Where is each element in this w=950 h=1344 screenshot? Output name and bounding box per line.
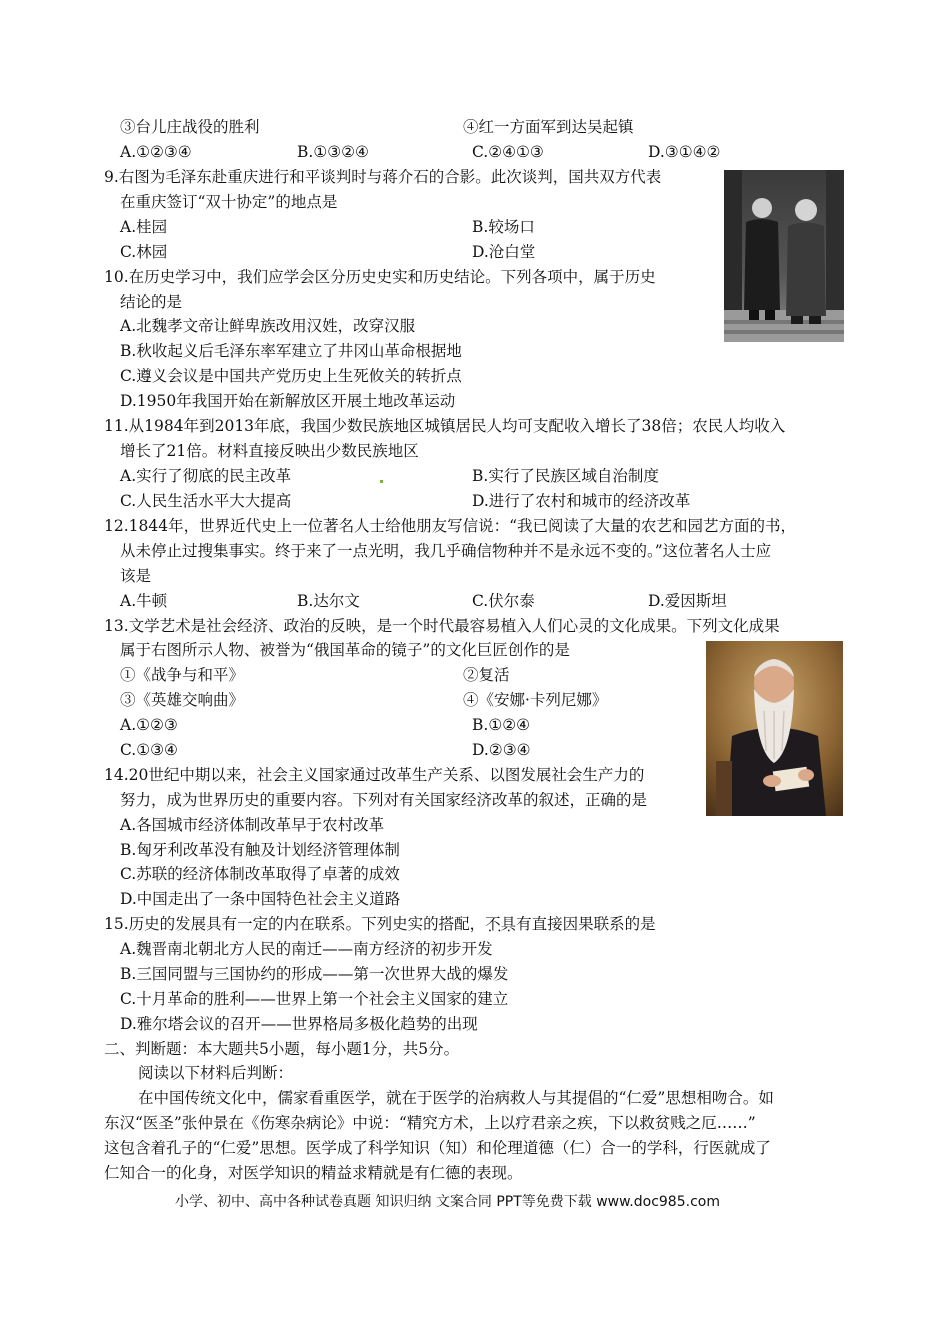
q12-stem-line3: 该是 [120, 567, 152, 585]
q11-option-d: D.进行了农村和城市的经济改革 [472, 492, 691, 510]
q13-item-4: ④《安娜·卡列尼娜》 [463, 691, 608, 709]
decorative-dot [380, 480, 383, 483]
passage-line-3: 这包含着孔子的“仁爱”思想。医学成了科学知识（知）和伦理道德（仁）合一的学科，行医就成了 [104, 1139, 771, 1157]
q15-stem-post: 直接因果联系的是 [531, 915, 656, 933]
section-2-heading: 二、判断题：本大题共5小题，每小题1分，共5分。 [104, 1040, 460, 1058]
q9-option-b: B.较场口 [472, 218, 535, 236]
q8-option-d: D.③①④② [648, 143, 721, 161]
q8-item-4: ④红一方面军到达吴起镇 [463, 118, 634, 136]
q8-option-c: C.②④①③ [472, 143, 544, 161]
q9-option-c: C.林园 [120, 243, 168, 261]
q12-option-d: D.爱因斯坦 [648, 592, 727, 610]
q13-item-1: ①《战争与和平》 [120, 666, 245, 684]
q13-stem-line1: 13.文学艺术是社会经济、政治的反映，是一个时代最容易植入人们心灵的文化成果。下列文化成果 [104, 617, 780, 635]
q14-option-b: B.匈牙利改革没有触及计划经济管理体制 [120, 841, 400, 859]
q15-option-b: B.三国同盟与三国协约的形成——第一次世界大战的爆发 [120, 965, 509, 983]
q13-option-c: C.①③④ [120, 741, 178, 759]
q10-option-c: C.遵义会议是中国共产党历史上生死攸关的转折点 [120, 367, 462, 385]
q10-option-a: A.北魏孝文帝让鲜卑族改用汉姓，改穿汉服 [120, 317, 416, 335]
q10-option-b: B.秋收起义后毛泽东率军建立了井冈山革命根据地 [120, 342, 462, 360]
q12-option-a: A.牛顿 [120, 592, 168, 610]
q13-option-a: A.①②③ [120, 716, 178, 734]
q13-option-b: B.①②④ [472, 716, 531, 734]
q8-item-3: ③台儿庄战役的胜利 [120, 118, 260, 136]
q12-option-b: B.达尔文 [297, 592, 360, 610]
q14-option-d: D.中国走出了一条中国特色社会主义道路 [120, 890, 401, 908]
q14-option-c: C.苏联的经济体制改革取得了卓著的成效 [120, 865, 400, 883]
q9-option-d: D.沧白堂 [472, 243, 536, 261]
q15-option-c: C.十月革命的胜利——世界上第一个社会主义国家的建立 [120, 990, 509, 1008]
q14-stem-line1: 14.20世纪中期以来，社会主义国家通过改革生产关系、以图发展社会生产力的 [104, 766, 645, 784]
q11-option-b: B.实行了民族区域自治制度 [472, 467, 659, 485]
q11-option-a: A.实行了彻底的民主改革 [120, 467, 292, 485]
q15-stem-pre: 15.历史的发展具有一定的内在联系。下列史实的搭配， [104, 915, 486, 933]
q9-stem-line2: 在重庆签订“双十协定”的地点是 [120, 193, 338, 211]
q9-stem-line1: 9.右图为毛泽东赴重庆进行和平谈判时与蒋介石的合影。此次谈判，国共双方代表 [104, 168, 662, 186]
q8-option-b: B.①③②④ [297, 143, 369, 161]
mao-chiang-photo [724, 170, 844, 342]
q8-option-a: A.①②③④ [120, 143, 192, 161]
q15-stem [104, 914, 656, 934]
q11-stem-line2: 增长了21倍。材料直接反映出少数民族地区 [120, 442, 419, 460]
q10-stem-line2: 结论的是 [120, 293, 183, 311]
q14-stem-line2: 努力，成为世界历史的重要内容。下列对有关国家经济改革的叙述，正确的是 [120, 791, 648, 809]
q14-option-a: A.各国城市经济体制改革早于农村改革 [120, 816, 385, 834]
footer-download-notice: 小学、初中、高中各种试卷真题 知识归纳 文案合同 PPT等免费下载 www.doc985.com [175, 1194, 720, 1210]
q15-option-d: D.雅尔塔会议的召开——世界格局多极化趋势的出现 [120, 1015, 478, 1033]
passage-line-4: 仁知合一的化身，对医学知识的精益求精就是有仁德的表现。 [104, 1164, 523, 1182]
q12-stem-line1: 12.1844年，世界近代史上一位著名人士给他朋友写信说：“我已阅读了大量的农艺和园艺方面的书， [104, 517, 797, 535]
passage-line-2: 东汉“医圣”张仲景在《伤寒杂病论》中说：“精究方术，上以疗君亲之疾，下以救贫贱之厄……” [104, 1114, 756, 1132]
q12-stem-line2: 从未停止过搜集事实。终于来了一点光明，我几乎确信物种并不是永远不变的。”这位著名人士应 [120, 542, 772, 560]
q12-option-c: C.伏尔泰 [472, 592, 535, 610]
tolstoy-portrait [706, 641, 843, 816]
passage-line-1: 在中国传统文化中，儒家看重医学，就在于医学的治病救人与其提倡的“仁爱”思想相吻合。如 [138, 1089, 774, 1107]
q13-stem-line2: 属于右图所示人物、被誉为“俄国革命的镜子”的文化巨匠创作的是 [120, 641, 570, 659]
q10-stem-line1: 10.在历史学习中，我们应学会区分历史史实和历史结论。下列各项中，属于历史 [104, 268, 656, 286]
q11-stem-line1: 11.从1984年到2013年底，我国少数民族地区城镇居民人均可支配收入增长了38倍；农民人均收入 [104, 417, 786, 435]
q15-stem-emphasis: 不具有 • • • [485, 915, 532, 933]
q11-option-c: C.人民生活水平大大提高 [120, 492, 292, 510]
q13-item-3: ③《英雄交响曲》 [120, 691, 245, 709]
section-2-intro: 阅读以下材料后判断： [138, 1064, 294, 1082]
q13-item-2: ②复活 [463, 666, 510, 684]
q13-option-d: D.②③④ [472, 741, 531, 759]
q9-option-a: A.桂园 [120, 218, 168, 236]
q10-option-d: D.1950年我国开始在新解放区开展土地改革运动 [120, 392, 456, 410]
q15-option-a: A.魏晋南北朝北方人民的南迁——南方经济的初步开发 [120, 940, 493, 958]
